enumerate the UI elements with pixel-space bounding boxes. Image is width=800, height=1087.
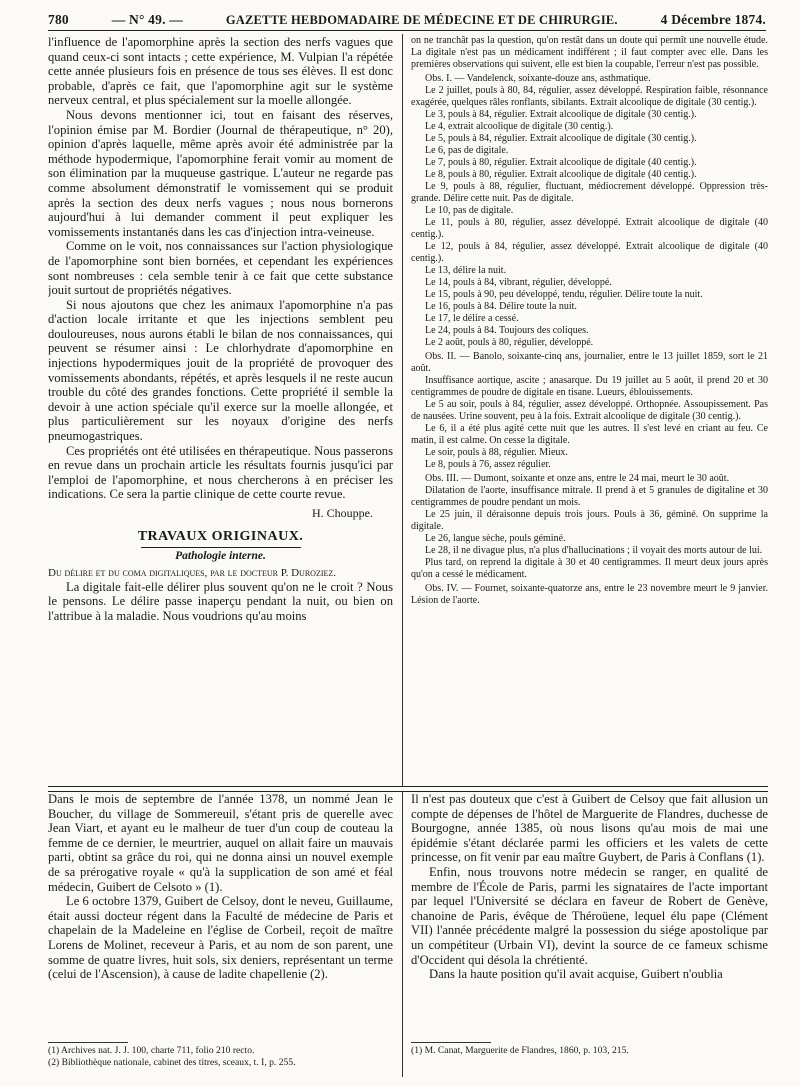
observation-line: Le 10, pas de digitale. [425, 205, 514, 216]
footnotes-right [411, 1040, 768, 1057]
observation-line: Le 14, pouls à 84, vibrant, régulier, développé. [425, 277, 612, 288]
paragraph: Enfin, nous trouvons notre médecin se ranger, en qualité de membre de l'École de Paris, parmi les signataires de l'acte important par lequel l'Université se déclara en faveur de Robert de Genève, chanoine de Paris, évêque de Théroüene, lequel élu pape (Clément VII) l'année précédente malgré la possession du siége apostolique par un compétiteur (Urbain VI), devint la source de ce fameux schisme d'Occident qui désola la chrétienté. [411, 864, 768, 967]
issue-date: 4 Décembre 1874. [660, 12, 766, 27]
observation-line: Plus tard, on reprend la digitale à 30 et 40 centigrammes. Il meurt deux jours après qu'on a cessé le médicament. [411, 557, 768, 580]
author-signature: H. Chouppe. [312, 506, 373, 520]
observation-line: Le 11, pouls à 80, régulier, assez développé. Extrait alcoolique de digitale (40 centig.). [411, 217, 768, 240]
observation-line: Le 6, il a été plus agité cette nuit que les autres. Il s'est levé en criant au feu. Ce matin, il est calme. On cesse la digitale. [411, 423, 768, 446]
observation-line: Le 24, pouls à 84. Toujours des coliques. [425, 325, 589, 336]
observation-line: Le 25 juin, il déraisonne depuis trois jours. Pouls à 36, géminé. On supprime la digitale. [411, 509, 768, 532]
paragraph: Dans la haute position qu'il avait acquise, Guibert n'oublia [429, 967, 723, 982]
observation-line: Le 2 juillet, pouls à 80, 84, régulier, assez développé. Respiration faible, résonnance exagérée, quelques râles ronflants, sibilants. Extrait alcoolique de digitale (30 centig.). [411, 85, 768, 108]
page-number: 780 [48, 12, 69, 27]
section-subtitle: Pathologie interne. [175, 549, 266, 562]
observation-line: Le 16, pouls à 84. Délire toute la nuit. [425, 301, 577, 312]
paragraph: Dans le mois de septembre de l'année 1378, un nommé Jean le Boucher, du village de Sommereuil, s'étant pris de querelle avec Jean Viart, et ayant eu le malheur de tuer d'un coup de couteau la femme de ce dernier, le meurtrier, auquel on allait faire un mauvais parti, obtint sa grâce du roi, qui ne donna ainsi un nouvel exemple de sa prérogative royale « qu'à la supplication de son amé et féal médecin, Guibert de Celsoto » (1). [48, 792, 393, 894]
footnote-rule [411, 1042, 491, 1043]
footnote-rule [48, 1042, 128, 1043]
paragraph: Ces propriétés ont été utilisées en thérapeutique. Nous passerons en revue dans un prochain article les résultats fournis jusqu'ici par l'emploi de l'apomorphine, et nous chercherons à en préciser les indications. Ce sera la partie clinique de cette courte revue. [48, 443, 393, 502]
observations-list [411, 73, 768, 607]
paragraph: Le 6 octobre 1379, Guibert de Celsoy, dont le neveu, Guillaume, était aussi docteur régent dans la Faculté de médecine de Paris et chapelain de la Madeleine en l'église de Corbeil, reçoit de maître Lorens de Molinet, receveur à Paris, et au nom de son parent, une somme de quatre livres, huit sols, six deniers, représentant un terme (celui de l'Ascension), à cause de ladite chapellenie (2). [48, 894, 393, 982]
observation-line: Le 26, langue sèche, pouls géminé. [425, 533, 566, 544]
section-title: TRAVAUX ORIGINAUX. [137, 528, 304, 544]
paragraph: on ne tranchât pas la question, qu'on restât dans un doute qui permît une nouvelle étude. La digitale n'est pas un médicament indifférent ; il faut compter avec elle. Dans les premières observations qui suivent, elle est bien la coupable, l'erreur n'est pas possible. [411, 35, 768, 70]
observation-line: Le soir, pouls à 88, régulier. Mieux. [425, 447, 568, 458]
observation-line: Le 5, pouls à 84, régulier. Extrait alcoolique de digitale (30 centig.). [425, 133, 697, 144]
observation-line: Dilatation de l'aorte, insuffisance mitrale. Il prend à et 5 granules de digitaline et 30 centigrammes de poudre pendant un mois. [411, 485, 768, 508]
observation-line: Obs. II. — Banolo, soixante-cinq ans, journalier, entre le 13 juillet 1859, sort le 21 août. [411, 351, 768, 374]
paragraph: Il n'est pas douteux que c'est à Guibert de Celsoy que fait allusion un compte de dépenses de l'hôtel de Marguerite de Flandres, duchesse de Bourgogne, année 1385, où nous lisons qu'au mois de mai une épidémie s'étant déclarée parmi les officiers et les valets de cette princesse, on fit venir par eau maître Guybert, de Paris à Conflans (1). [411, 792, 768, 865]
observation-line: Le 13, délire la nuit. [425, 265, 507, 276]
observation-line: Le 17, le délire a cessé. [425, 313, 519, 324]
column-right-lower [411, 792, 768, 1030]
observation-line: Le 28, il ne divague plus, n'a plus d'hallucinations ; il voyait des morts autour de lui. [425, 545, 763, 556]
section-rule [141, 547, 301, 548]
column-rule [402, 34, 403, 786]
column-left-upper [48, 35, 393, 785]
footnote: (2) Bibliothèque nationale, cabinet des titres, sceaux, t. I, p. 255. [48, 1057, 296, 1068]
observation-line: Le 3, pouls à 84, régulier. Extrait alcoolique de digitale (30 centig.). [425, 109, 697, 120]
observation-line: Obs. I. — Vandelenck, soixante-douze ans, asthmatique. [425, 73, 651, 84]
observation-line: Le 2 août, pouls à 80, régulier, développé. [425, 337, 594, 348]
observation-line: Le 12, pouls à 84, régulier, assez développé. Extrait alcoolique de digitale (40 centig.). [411, 241, 768, 264]
observation-line: Le 7, pouls à 80, régulier. Extrait alcoolique de digitale (40 centig.). [425, 157, 697, 168]
observation-line: Le 6, pas de digitale. [425, 145, 509, 156]
section-heading [48, 529, 393, 562]
footnote: (1) Archives nat. J. J. 100, charte 711, folio 210 recto. [48, 1045, 255, 1056]
paragraph: Comme on le voit, nos connaissances sur l'action physiologique de l'apomorphine sont bien bornées, et cependant les expériences sont nombreuses : cela semble tenir à ce fait que cette substance jouit surtout de propriétés négatives. [48, 239, 393, 298]
paragraph: Si nous ajoutons que chez les animaux l'apomorphine n'a pas d'action locale irritante et que les injections semblent peu douloureuses, nous aurons établi le bilan de nos connaissances, qui peuvent se résumer ainsi : Le chlorhydrate d'apomorphine en injections hypodermiques jouit de la propriété de provoquer des vomissements abondants, répétés, et après lesquels il ne reste aucun trouble du côté des grandes fonctions. Cette propriété il semble la devoir à une action spéciale qu'il exerce sur la moelle allongée, et plus particulièrement sur les noyaux d'origine des nerfs pneumogastriques. [48, 297, 393, 444]
footnote: (1) M. Canat, Marguerite de Flandres, 1860, p. 103, 215. [411, 1045, 629, 1056]
observation-line: Insuffisance aortique, ascite ; anasarque. Du 19 juillet au 5 août, il prend 20 et 30 centigrammes de poudre de digitale en tisane. Lueurs, éblouissements. [411, 375, 768, 398]
observation-line: Le 9, pouls à 88, régulier, fluctuant, médiocrement développé. Oppression très-grande. Délire cette nuit. Pas de digitale. [411, 181, 768, 204]
issue-number: — N° 49. — [111, 12, 183, 27]
column-left-lower [48, 792, 393, 1030]
column-rule [402, 792, 403, 1077]
observation-line: Obs. IV. — Fournet, soixante-quatorze ans, entre le 23 novembre meurt le 9 janvier. Lésion de l'aorte. [411, 583, 768, 606]
observation-line: Le 4, extrait alcoolique de digitale (30 centig.). [425, 121, 614, 132]
observation-line: Obs. III. — Dumont, soixante et onze ans, entre le 24 mai, meurt le 30 août. [425, 473, 730, 484]
column-right-upper [411, 35, 768, 785]
article-heading: Du délire et du coma digitaliques, par le docteur P. Duroziez. [48, 566, 337, 579]
paragraph: l'influence de l'apomorphine après la section des nerfs vagues que quand ceux-ci sont intacts ; cette expérience, M. Vulpian l'a répétée cette année plusieurs fois en présence de tous ses élèves. Il est donc probable, d'après ce fait, que l'apomorphine agit sur le système nerveux central, et plus spécialement sur la moelle allongée. [48, 35, 393, 108]
footnotes-left [48, 1040, 393, 1069]
observation-line: Le 8, pouls à 76, assez régulier. [425, 459, 551, 470]
observation-line: Le 8, pouls à 80, régulier. Extrait alcoolique de digitale (40 centig.). [425, 169, 697, 180]
observation-line: Le 15, pouls à 90, peu développé, tendu, régulier. Délire toute la nuit. [425, 289, 703, 300]
journal-title: GAZETTE HEBDOMADAIRE DE MÉDECINE ET DE CHIRURGIE. [225, 12, 618, 27]
paragraph: La digitale fait-elle délirer plus souvent qu'on ne le croit ? Nous le pensons. Le délire passe inaperçu pendant la nuit, ou bien on l'attribue à la maladie. Nous voudrions qu'au moins [48, 579, 393, 623]
observation-line: Le 5 au soir, pouls à 84, régulier, assez développé. Orthopnée. Assoupissement. Pas de nausées. Urine souvent, peu à la fois. Extrait alcoolique de digitale (30 centig.). [411, 399, 768, 422]
paragraph: Nous devons mentionner ici, tout en faisant des réserves, l'opinion émise par M. Bordier (Journal de thérapeutique, n° 20), opinion d'après laquelle, même après avoir été administrée par la méthode hypodermique, l'apomorphine ferait vomir au moment de son élimination par la muqueuse gastrique. L'auteur ne regarde pas comme absolument démonstratif le vomissement qui se produit après la section des deux nerfs vagues ; nous nous bornerons aujourd'hui à lui demander comment il peut expliquer les vomissements instantanés dans les cas d'injection intra-veineuse. [48, 107, 393, 239]
page-header [48, 10, 766, 31]
